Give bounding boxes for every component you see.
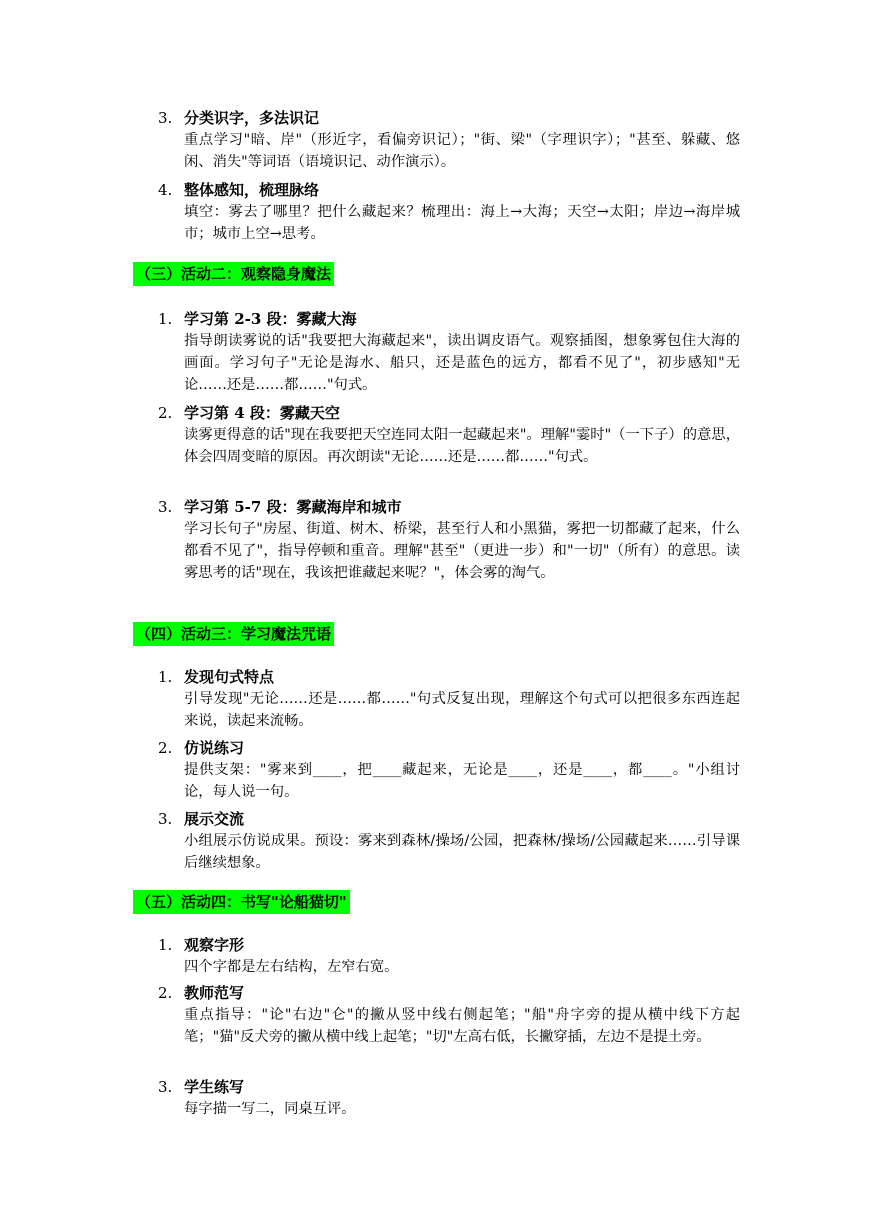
list-item [0, 107, 870, 179]
item-title: 学习第 2-3 段：雾藏大海 [184, 310, 357, 328]
item-title: 发现句式特点 [184, 668, 275, 686]
list-item [0, 737, 870, 808]
list-item [0, 808, 870, 879]
item-title: 展示交流 [184, 810, 245, 828]
item-description: 四个字都是左右结构，左窄右宽。 [184, 959, 399, 975]
item-title: 学习第 5-7 段：雾藏海岸和城市 [184, 498, 402, 516]
item-title: 整体感知，梳理脉络 [184, 181, 320, 199]
item-number: 1. [158, 936, 173, 954]
item-number: 2. [158, 404, 173, 422]
item-description: 学习长句子"房屋、街道、树木、桥梁，甚至行人和小黑猫，雾把一切都藏了起来，什么都看不见了"，指导停顿和重音。理解"甚至"（更进一步）和"一切"（所有）的意思。读雾思考的话"现在，我该把谁藏起来呢？"，体会雾的淘气。 [184, 521, 740, 582]
item-title: 学习第 4 段：雾藏天空 [184, 404, 340, 422]
list-item [0, 1076, 870, 1124]
item-title: 观察字形 [184, 936, 245, 954]
item-description: 指导朗读雾说的话"我要把大海藏起来"，读出调皮语气。观察插图，想象雾包住大海的画面。学习句子"无论是海水、船只，还是蓝色的远方，都看不见了"，初步感知"无论……还是……都……"句式。 [184, 333, 740, 394]
list-item [0, 179, 870, 251]
section-list [0, 666, 870, 879]
list-item [0, 402, 870, 496]
section-heading: （四）活动三：学习魔法咒语 [133, 622, 334, 646]
list-item [0, 666, 870, 737]
item-title: 仿说练习 [184, 739, 245, 757]
item-number: 3. [158, 1078, 173, 1096]
item-number: 2. [158, 739, 173, 757]
item-description: 提供支架："雾来到____，把____藏起来，无论是____，还是____，都____。"小组讨论，每人说一句。 [184, 762, 740, 801]
item-description: 填空：雾去了哪里？把什么藏起来？梳理出：海上→大海；天空→太阳；岸边→海岸城市；城市上空→思考。 [184, 204, 740, 243]
item-description: 引导发现"无论……还是……都……"句式反复出现，理解这个句式可以把很多东西连起来说，读起来流畅。 [184, 691, 740, 730]
item-number: 3. [158, 810, 173, 828]
item-description: 每字描一写二，同桌互评。 [184, 1101, 356, 1117]
list-item [0, 982, 870, 1076]
section-list [0, 308, 870, 612]
list-item [0, 934, 870, 982]
list-item [0, 308, 870, 402]
item-title: 学生练写 [184, 1078, 245, 1096]
section-heading: （五）活动四：书写"论船猫切" [133, 890, 350, 914]
top-list [0, 107, 870, 251]
item-number: 3. [158, 498, 173, 516]
item-description: 小组展示仿说成果。预设：雾来到森林/操场/公园，把森林/操场/公园藏起来……引导课后继续想象。 [184, 833, 740, 872]
list-item [0, 496, 870, 612]
item-number: 3. [158, 109, 173, 127]
item-number: 2. [158, 984, 173, 1002]
item-number: 1. [158, 310, 173, 328]
item-number: 1. [158, 668, 173, 686]
item-description: 读雾更得意的话"现在我要把天空连同太阳一起藏起来"。理解"霎时"（一下子）的意思，体会四周变暗的原因。再次朗读"无论……还是……都……"句式。 [184, 427, 740, 466]
item-number: 4. [158, 181, 173, 199]
item-description: 重点学习"暗、岸"（形近字，看偏旁识记）；"街、梁"（字理识字）；"甚至、躲藏、悠闲、消失"等词语（语境识记、动作演示）。 [184, 132, 740, 171]
item-description: 重点指导："论"右边"仑"的撇从竖中线右侧起笔；"船"舟字旁的提从横中线下方起笔；"猫"反犬旁的撇从横中线上起笔；"切"左高右低，长撇穿插，左边不是提土旁。 [184, 1007, 740, 1046]
item-title: 分类识字，多法识记 [184, 109, 320, 127]
section-list [0, 934, 870, 1124]
item-title: 教师范写 [184, 984, 245, 1002]
section-heading: （三）活动二：观察隐身魔法 [133, 262, 334, 286]
